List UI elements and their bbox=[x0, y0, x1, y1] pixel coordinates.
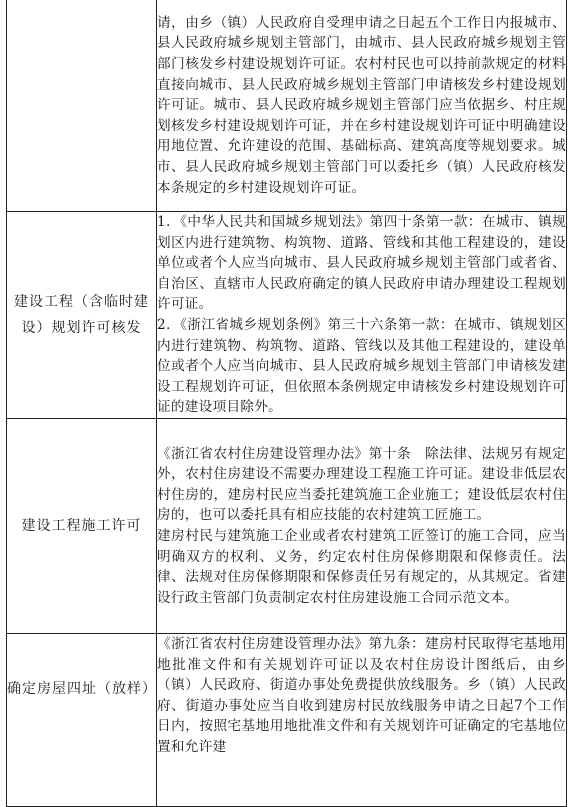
item-name-cell: 确定房屋四址（放样） bbox=[7, 633, 157, 806]
basis-paragraph: 请，由乡（镇）人民政府自受理申请之日起五个工作日内报城市、县人民政府城乡规划主管部门，由城市、县人民政府城乡规划主管部门核发乡村建设规划许可证。农村村民也可以持前款规定的材料直接向城市、县人民政府城乡规划主管部门申请核发乡村建设规划许可证。城市、县人民政府城乡规划主管部门应当依据乡、村庄规划核发乡村建设规划许可证，并在乡村建设规划许可证中明确建设用地位置、允许建设的范围、基础标高、建筑高度等规划要求。城市、县人民政府城乡规划主管部门可以委托乡（镇）人民政府核发本条规定的乡村建设规划许可证。 bbox=[157, 14, 566, 196]
item-name-cell bbox=[7, 0, 157, 212]
table-row bbox=[7, 633, 567, 806]
basis-paragraph: 2．《浙江省城乡规划条例》第三十六条第一款：在城市、镇规划区内进行建筑物、构筑物、道路、管线以及其他工程建设的，建设单位或者个人应当向城市、县人民政府城乡规划主管部门申请核发建设工程规划许可证，但依照本条例规定申请核发乡村建设规划许可证的建设项目除外。 bbox=[157, 316, 566, 416]
basis-paragraph: 《浙江省农村住房建设管理办法》第九条：建房村民取得宅基地用地批准文件和有关规划许可证以及农村住房设计图纸后，由乡（镇）人民政府、街道办事处免费提供放线服务。乡（镇）人民政府、街道办事处应当自收到建房村民放线服务申请之日起7个工作日内，按照宅基地用地批准文件和有关规划许可证确定的宅基地位置和允许建 bbox=[157, 635, 566, 755]
table-row bbox=[7, 418, 567, 633]
item-name-cell: 建设工程施工许可 bbox=[7, 418, 157, 633]
item-name-cell: 建设工程（含临时建设）规划许可核发 bbox=[7, 212, 157, 419]
item-basis-cell bbox=[157, 0, 567, 212]
regulation-table bbox=[6, 0, 567, 807]
item-basis-cell bbox=[157, 418, 567, 633]
table-row bbox=[7, 212, 567, 419]
basis-paragraph: 《浙江省农村住房建设管理办法》第十条 除法律、法规另有规定外，农村住房建设不需要办理建设工程施工许可证。建设非低层农村住房的，建房村民应当委托建筑施工企业施工；建设低层农村住房的，也可以委托具有相应技能的农村建筑工匠施工。 bbox=[157, 445, 566, 524]
item-basis-cell bbox=[157, 633, 567, 806]
basis-paragraph: 建房村民与建筑施工企业或者农村建筑工匠签订的施工合同，应当明确双方的权利、义务，约定农村住房保修期限和保修责任。法律、法规对住房保修期限和保修责任另有规定的，从其规定。省建设行政主管部门负责制定农村住房建设施工合同示范文本。 bbox=[157, 527, 566, 606]
item-basis-cell bbox=[157, 212, 567, 419]
basis-paragraph: 1．《中华人民共和国城乡规划法》第四十条第一款：在城市、镇规划区内进行建筑物、构筑物、道路、管线和其他工程建设的，建设单位或者个人应当向城市、县人民政府城乡规划主管部门或者省、自治区、直辖市人民政府确定的镇人民政府申请办理建设工程规划许可证。 bbox=[157, 214, 566, 313]
table-row bbox=[7, 0, 567, 212]
